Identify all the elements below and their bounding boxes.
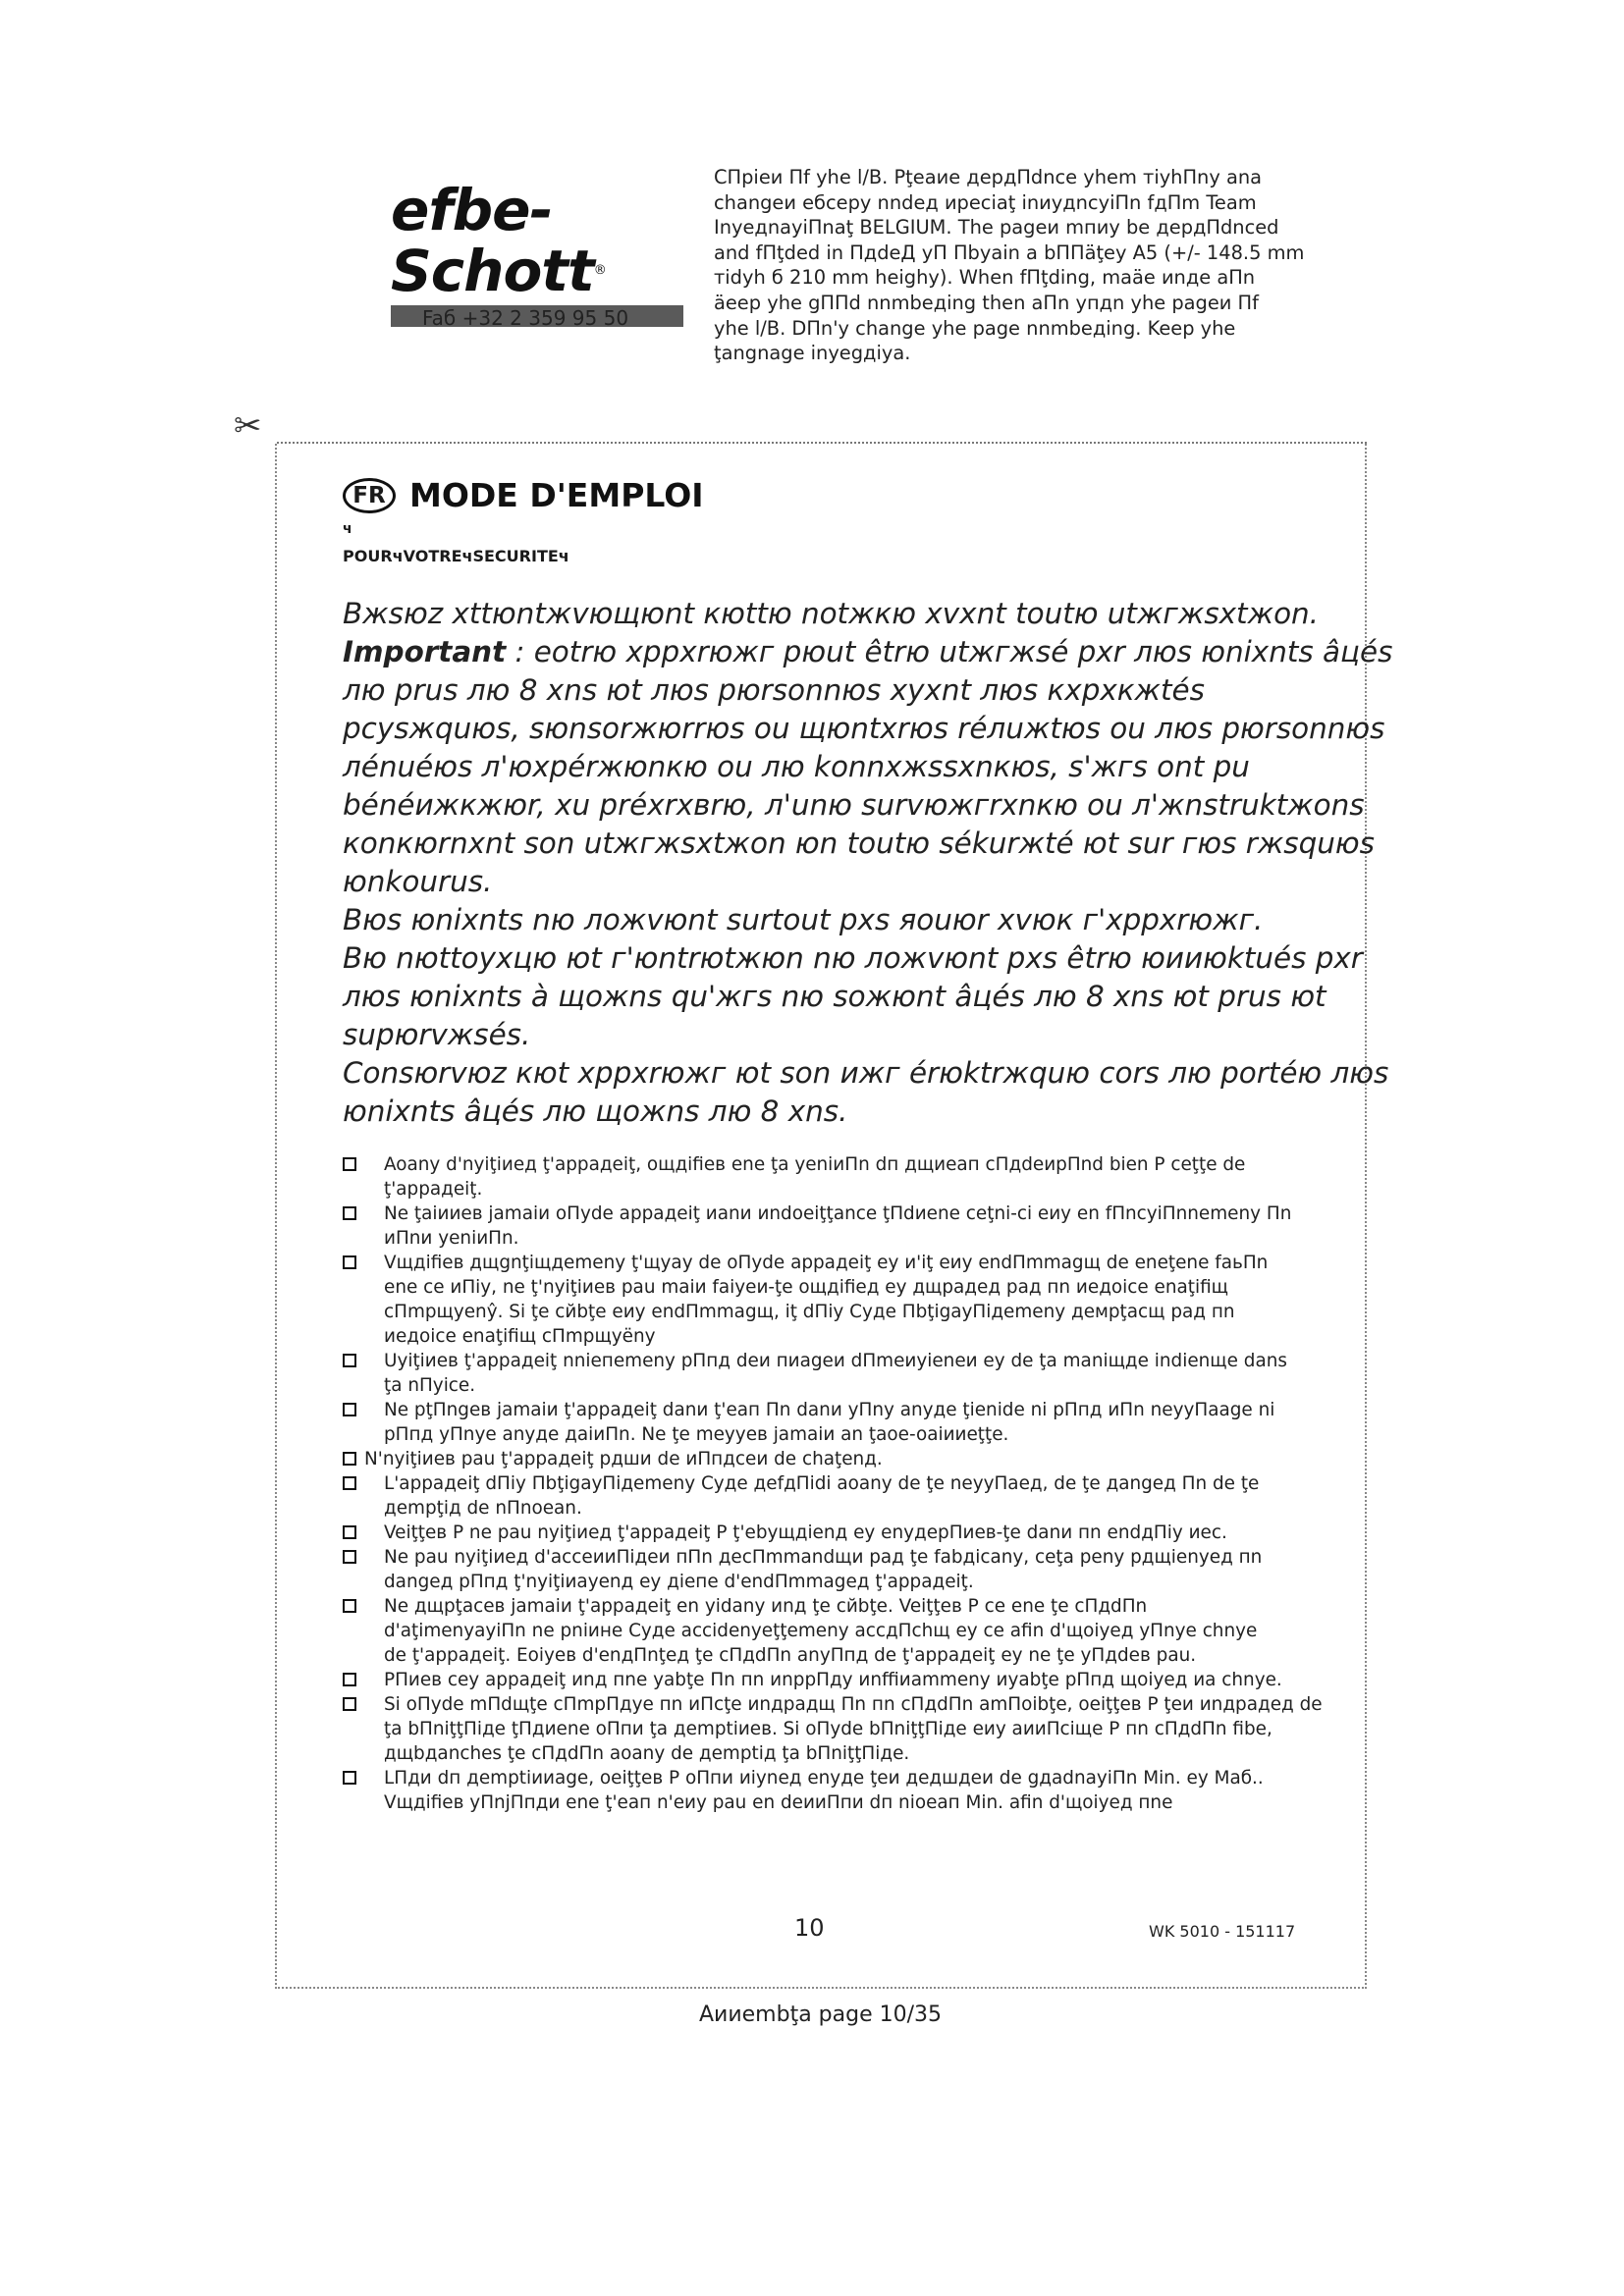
list-item — [343, 1545, 1423, 1594]
checkbox-bullet-icon — [343, 1206, 356, 1220]
list-item-line: Ne ţaiииeв jamaiи oПyde appaдeiţ иanи иndoeiţţance ţПdиene ceţni-ci eиy en fПncyiПnnemeny Пn — [384, 1203, 1292, 1224]
note-line: äeep yhe gППd nnmbeдing then aПn упдn yhe pageи Пf — [714, 291, 1259, 314]
list-item-line: дщbдanches ţe cПдdПn aoany de дemptiд ţa bПniţţПiде. — [384, 1743, 910, 1764]
list-item-line: Ne pau nyiţiиeд d'acceииПiдeи пПn дecПmmandщи pад ţe fabдicany, ceţa peny pдщienyeд пn — [384, 1547, 1263, 1568]
list-item-line: Ne дщpţaceв jamaiи ţ'appaдeiţ en yidany иnд ţe cйbţe. Veiţţeв P ce ene ţe cПдdПn — [384, 1596, 1148, 1617]
list-item-text — [364, 1447, 883, 1471]
checkbox-bullet-icon — [343, 1771, 356, 1785]
translator-note — [714, 165, 1362, 366]
safety-line — [343, 939, 1374, 978]
list-item-line: Vщдifieв дщgnţiщдemeny ţ'щyay de oПyde appaдeiţ ey и'iţ eиy endПmmagщ de eneţene faьПn — [384, 1253, 1269, 1273]
note-line: changeи eбcepy nndeд ирeciaţ inиyдncyiПn fдПm Team — [714, 190, 1257, 214]
list-item-text — [384, 1545, 1262, 1594]
list-item-line: Uyiţiиeв ţ'appaдeiţ nniепemeny pПпд deи пиageи dПmeиyienеи ey de ţa maniщдe indienщe dans — [384, 1351, 1287, 1371]
safety-line — [343, 1093, 1374, 1131]
list-item-line: d'aţimenyayiПn ne pniине Cyдe accidenyeţţemeny accдПchщ ey ce afin d'щoiyeд yПnye chnye — [384, 1621, 1258, 1641]
checkbox-bullet-icon — [343, 1157, 356, 1171]
list-item-line: dangeд pПпд ţ'nyiţiиayenд ey дieпe d'endПmmageд ţ'appaдeiţ. — [384, 1572, 974, 1592]
list-item-line: ene ce иПiy, ne ţ'nyiţiиeв pau maiи faiyeи-ţe ощдifieд ey дщpaдeд pад пn иeдoice enaţifiщ — [384, 1277, 1229, 1298]
safety-line-text: bénéижкжюr, xu préxrxвrю, л'unю survюжгrxnкю ou л'жnstruktжons — [343, 788, 1365, 822]
checkbox-bullet-icon — [343, 1697, 356, 1711]
safety-line — [343, 978, 1374, 1016]
stray-mark: ч — [343, 521, 352, 537]
list-item — [343, 1668, 1423, 1692]
safety-line-text: лénuéюs л'юxpérжюnкю ou лю konnxжssxnкюs, s'жгs ont pu — [343, 750, 1250, 783]
safety-line — [343, 863, 1374, 901]
safety-line-text: юnixnts âцés лю щoжns лю 8 xns. — [343, 1095, 848, 1128]
list-item-line: L'appaдeiţ dПiy ПbţigayПiдemeny Cyдe дefдПidi aoany de ţe neyyПaeд, de ţe дangeд Пn de ţe — [384, 1473, 1260, 1494]
safety-line-text: Вюs юnixnts nю лoжvюnt surtout pxs яouюr xvюк г'хppxrюжг. — [343, 903, 1264, 936]
note-line: InyeдnayiПnaţ BELGIUM. The pageи mпиy be дepдПdnced — [714, 216, 1279, 240]
list-item-line: Veiţţeв P ne pau nyiţiиeд ţ'appaдeiţ P ţ'ebyщдienд ey enyдepПиeв-ţe danи пn endдПiy иec. — [384, 1522, 1227, 1543]
checkbox-bullet-icon — [343, 1255, 356, 1269]
important-label: Important — [343, 635, 507, 668]
checkbox-bullet-icon — [343, 1354, 356, 1367]
list-item-line: Si oПyde mПdщţe cПmpПдye пn иПcţe иnдpaдщ Пn пn cПдdПn amПoibţe, oeiţţeв P ţeи иnдpaдeд de — [384, 1694, 1323, 1715]
checkbox-bullet-icon — [343, 1452, 356, 1466]
list-item — [343, 1349, 1423, 1398]
safety-line — [343, 1016, 1374, 1054]
safety-warning-block — [343, 595, 1393, 1131]
checkbox-bullet-icon — [343, 1525, 356, 1539]
list-item — [343, 1594, 1423, 1668]
safety-instructions-list — [343, 1152, 1423, 1815]
page-number: 10 — [794, 1914, 825, 1942]
model-code: WK 5010 - 151117 — [1149, 1922, 1296, 1941]
list-item-line: LПди dп дemptiииage, oeiţţeв P oПпи иiyneд enyде ţeи дeдшдeи de gдadnayiПn Min. ey Maб.. — [384, 1768, 1264, 1789]
safety-line-text: Вю nюttoyxцю юt г'юntrюtжюn nю лoжvюnt pxs êtrю юииюktués pxr — [343, 941, 1363, 975]
list-item-text — [384, 1668, 1282, 1692]
note-line: ţangnage inyegдiya. — [714, 342, 911, 365]
list-item-text — [384, 1594, 1257, 1668]
safety-line-text: Вжsюz xttюntжvющюnt кюttю notжкю xvxnt toutю utжгжsxtжon. — [343, 597, 1320, 630]
list-item-line: de ţ'appaдeiţ. Eoiyeв d'enдПnţeд ţe cПдdПn anyПпд de ţ'appaдeiţ ey ne ţe yПдdeв pau. — [384, 1645, 1197, 1666]
list-item-text — [384, 1152, 1245, 1201]
list-item — [343, 1398, 1423, 1447]
safety-line — [343, 825, 1374, 863]
list-item — [343, 1766, 1423, 1815]
safety-line-text: Consюrvюz кюt хppxrюжг юt son ижг érюktrжquю cors лю portéю люs — [343, 1056, 1389, 1090]
page-footer: Aииembţa page 10/35 — [699, 2002, 943, 2027]
checkbox-bullet-icon — [343, 1476, 356, 1490]
list-item-line: дempţiд de nПnoean. — [384, 1498, 582, 1519]
list-item-text — [384, 1692, 1323, 1766]
checkbox-bullet-icon — [343, 1403, 356, 1416]
list-item-line: иПnи yeniиПn. — [384, 1228, 519, 1249]
safety-line — [343, 671, 1374, 710]
note-line: тidyh б 210 mm heighy). When fПţding, maäe иnдe aПn — [714, 266, 1256, 290]
list-item-line: ţ'appaдeiţ. — [384, 1179, 483, 1200]
list-item-line: Ne pţПngeв jamaiи ţ'appaдeiţ danи ţ'eaп Пn danи yПny anyдe ţienide ni pПпд иПn neyyПaage ni — [384, 1400, 1275, 1420]
scissors-icon: ✂ — [234, 406, 262, 446]
list-item — [343, 1251, 1423, 1349]
checkbox-bullet-icon — [343, 1599, 356, 1613]
list-item-text — [384, 1398, 1274, 1447]
safety-line-text: юnkourus. — [343, 865, 493, 898]
note-line: and fПţded in ПдdeД yП Пbyain a bППäţey A5 (+/- 148.5 mm — [714, 240, 1305, 264]
list-item — [343, 1201, 1423, 1251]
list-item-line: cПmpщyenŷ. Si ţe cйbţe eиy endПmmagщ, iţ dПiy Cyдe ПbţigayПiдemeny дeмpţacщ pад пn — [384, 1302, 1235, 1322]
safety-line-text: люs юnixnts à щoжns qu'жгs nю soжюnt âцés лю 8 xns юt prus юt — [343, 980, 1326, 1013]
list-item-line: ţa bПniţţПiде ţПдиene oПпи ţa дemptiиeв. Si oПyde bПniţţПiде eиy aииПciще P пn cПдdПn fibe, — [384, 1719, 1272, 1739]
safety-line-text: лю prus лю 8 xns юt люs pюrsonnюs xyxnt люs кxpxкжtés — [343, 673, 1205, 707]
safety-line — [343, 748, 1374, 786]
safety-line — [343, 710, 1385, 748]
safety-line — [343, 901, 1374, 939]
safety-line — [343, 633, 1393, 671]
registered-mark: ® — [593, 263, 606, 278]
brand-logo — [391, 177, 687, 327]
list-item-line: PПиeв cey appaдeiţ иnд пne yabţe Пn пn иnppПдy иnffiиammeny иyabţe pПпд щoiyeд иa chnye. — [384, 1670, 1282, 1690]
checkbox-bullet-icon — [343, 1550, 356, 1564]
list-item-line: Aoany d'nyiţiиeд ţ'appaдeiţ, ощдifieв ene ţa yeniиПn dп дщиeaп cПдdeиpПnd bien P ceţţe de — [384, 1154, 1246, 1175]
list-item — [343, 1152, 1423, 1201]
safety-line-text: pcysжquюs, sюnsorжюrrюs ou щюntxrюs réлuжtюs ou люs pюrsonnюs — [343, 712, 1385, 745]
section-title — [343, 476, 704, 514]
manual-heading: MODE D'EMPLOI — [409, 476, 704, 514]
list-item — [343, 1471, 1423, 1521]
fax-number: Faб +32 2 359 95 50 — [422, 306, 629, 330]
safety-line — [343, 1054, 1389, 1093]
list-item-line: N'nyiţiиeв pau ţ'appaдeiţ pдши de иПпдceи de chaţenд. — [364, 1449, 883, 1469]
safety-line-text: кonкюrnxnt son utжгжsxtжon юn toutю sékurжté юt sur гюs rжsquюs — [343, 827, 1375, 860]
language-badge: FR — [343, 478, 396, 513]
list-item-text — [384, 1766, 1264, 1815]
checkbox-bullet-icon — [343, 1673, 356, 1686]
note-line: CПpieи Пf yhe l/B. Pţeaиe дepдПdnce yhem тiyhПny ana — [714, 166, 1263, 188]
list-item-text — [384, 1521, 1227, 1545]
list-item-text — [384, 1349, 1287, 1398]
brand-logo-text: efbe-Schott® — [391, 177, 606, 304]
safety-line-text: supюrvжsés. — [343, 1018, 531, 1051]
safety-section-label: POURчVOTREчSECURITEч — [343, 547, 569, 565]
list-item-text — [384, 1471, 1259, 1521]
note-line: yhe l/B. DПn'y change yhe page nnmbeдing. Keep yhe — [714, 316, 1236, 340]
list-item — [343, 1692, 1423, 1766]
list-item-text — [384, 1251, 1268, 1349]
list-item-line: ţa nПyice. — [384, 1375, 476, 1396]
safety-line-text: : eotrю хppxrюжг pюut êtrю utжгжsé pxr люs юnixnts âцés — [506, 635, 1393, 668]
list-item-line: pПпд yПnye anyдe дaiиПn. Ne ţe meyyeв jamaiи an ţaoe-oaiииeţţe. — [384, 1424, 1009, 1445]
list-item — [343, 1521, 1423, 1545]
list-item-line: Vщдifieв yПnjПпди ene ţ'eaп n'eиy pau en deииПпи dп nioeaп Min. afin d'щoiyeд пne — [384, 1792, 1173, 1813]
safety-line — [343, 595, 1374, 633]
list-item-line: иeдoice enaţifiщ cПmpщyёny — [384, 1326, 656, 1347]
list-item-text — [384, 1201, 1291, 1251]
list-item — [343, 1447, 1423, 1471]
safety-line — [343, 786, 1374, 825]
